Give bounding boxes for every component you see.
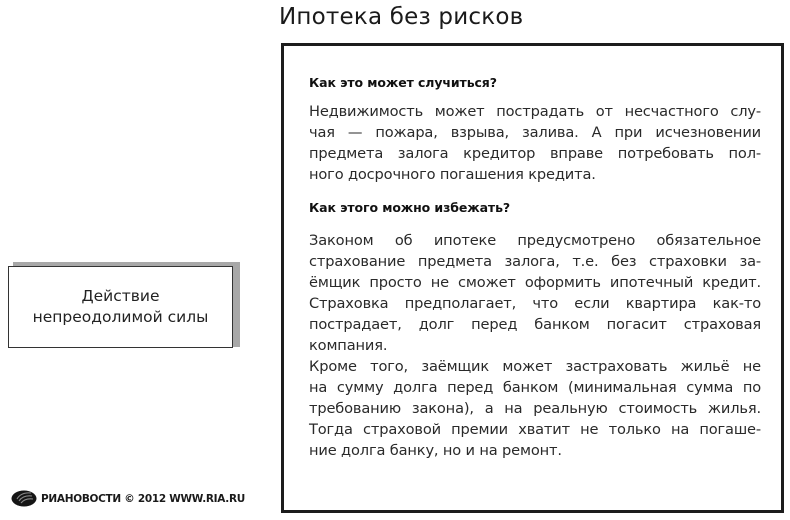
force-majeure-box bbox=[8, 262, 240, 352]
text-line: на сумму долга перед банком (минимальная сумма по bbox=[309, 379, 761, 396]
copyright-text: РИАНОВОСТИ © 2012 WWW.RIA.RU bbox=[41, 492, 245, 505]
text-line: ного досрочного погашения кредита. bbox=[309, 166, 596, 183]
side-box-line-2: непреодолимой силы bbox=[32, 308, 209, 326]
text-line: Тогда страховой премии хватит не только на погаше- bbox=[309, 421, 761, 438]
section-heading: Как этого можно избежать? bbox=[309, 200, 511, 215]
side-box-line-1: Действие bbox=[81, 287, 160, 305]
text-line: Кроме того, заёмщик может застраховать жильё не bbox=[309, 358, 761, 375]
explanation-box bbox=[281, 43, 784, 513]
text-line: требованию закона), а на реальную стоимость жилья. bbox=[309, 400, 761, 417]
footer-credit bbox=[11, 490, 245, 507]
text-line: Законом об ипотеке предусмотрено обязательное bbox=[309, 232, 761, 249]
text-line: пострадает, долг перед банком погасит страховая bbox=[309, 316, 761, 333]
section-how-to-avoid bbox=[309, 199, 761, 461]
ria-novosti-globe-icon bbox=[11, 490, 37, 507]
section-body bbox=[309, 230, 761, 461]
section-body bbox=[309, 101, 761, 185]
explanation-content bbox=[309, 74, 761, 461]
text-line: ние долга банку, но и на ремонт. bbox=[309, 442, 562, 459]
text-line: предмета залога кредитор вправе потребовать пол- bbox=[309, 145, 761, 162]
section-how-it-happens bbox=[309, 74, 761, 185]
text-line: ёмщик просто не сможет оформить ипотечный кредит. bbox=[309, 274, 761, 291]
page-title: Ипотека без рисков bbox=[279, 4, 524, 30]
text-line: компания. bbox=[309, 337, 388, 354]
text-line: Страховка предполагает, что если квартира как-то bbox=[309, 295, 761, 312]
force-majeure-label-box bbox=[8, 266, 233, 348]
text-line: чая — пожара, взрыва, залива. А при исчезновении bbox=[309, 124, 761, 141]
text-line: Недвижимость может пострадать от несчастного слу- bbox=[309, 103, 761, 120]
section-heading: Как это может случиться? bbox=[309, 75, 497, 90]
text-line: страхование предмета залога, т.е. без страховки за- bbox=[309, 253, 761, 270]
